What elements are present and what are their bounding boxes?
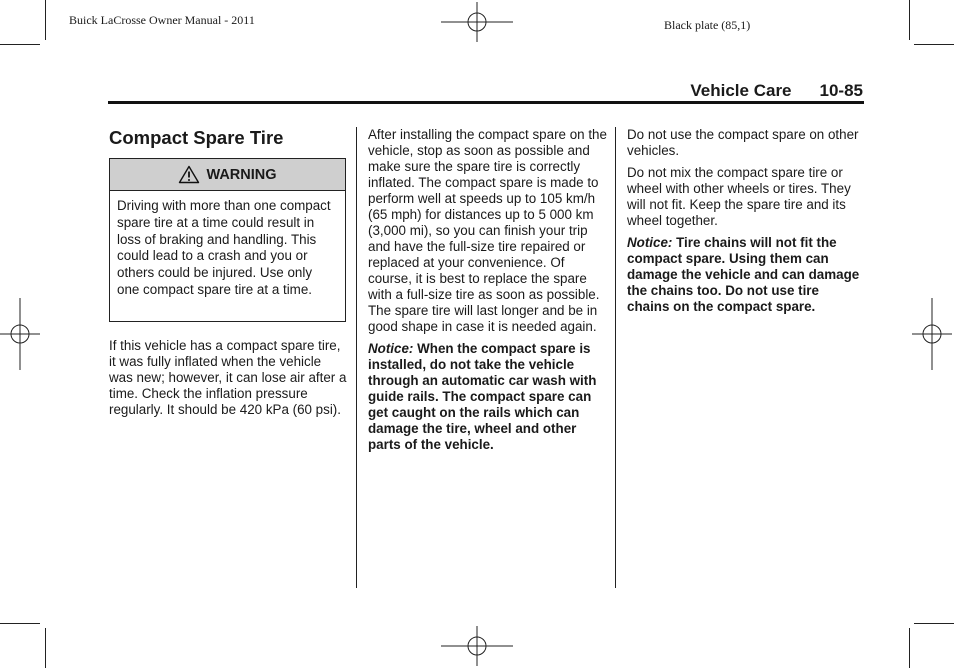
crop-mark-top-left-v [45, 0, 46, 40]
registration-target-top-icon [441, 2, 513, 42]
page-number: 10-85 [819, 81, 863, 100]
manual-title-meta: Buick LaCrosse Owner Manual - 2011 [69, 13, 255, 27]
registration-target-right-icon [912, 298, 952, 370]
running-header [690, 81, 863, 101]
crop-mark-top-right-v [909, 0, 910, 40]
notice-label: Notice: [368, 341, 414, 356]
crop-mark-bottom-left-h [0, 623, 40, 624]
column-1 [109, 338, 347, 424]
notice-tire-chains [627, 235, 863, 315]
section-name: Vehicle Care [690, 81, 792, 100]
section-title: Compact Spare Tire [109, 127, 284, 148]
warning-triangle-icon [178, 165, 200, 184]
column-divider-1 [356, 127, 357, 588]
warning-label: WARNING [206, 166, 277, 183]
paragraph-other-vehicles: Do not use the compact spare on other vehicles. [627, 127, 859, 158]
warning-text: Driving with more than one compact spare tire at a time could result in loss of braking and handling. This could lead to a crash and you or others could be injured. Use only one compact spare tire at a time. [117, 198, 331, 297]
crop-mark-bottom-right-h [914, 623, 954, 624]
column-2 [368, 127, 608, 459]
notice-text: When the compact spare is installed, do not take the vehicle through an automatic car wash with guide rails. The compact spare can get caught on the rails which can damage the tire, wheel and other parts of the vehicle. [368, 341, 597, 452]
registration-target-left-icon [0, 298, 40, 370]
crop-mark-bottom-left-v [45, 628, 46, 668]
column-divider-2 [615, 127, 616, 588]
registration-target-bottom-icon [441, 626, 513, 666]
plate-meta: Black plate (85,1) [664, 18, 751, 32]
crop-mark-bottom-right-v [909, 628, 910, 668]
notice-car-wash [368, 341, 608, 453]
paragraph-do-not-mix: Do not mix the compact spare tire or wheel with other wheels or tires. They will not fit. Keep the spare tire and its wheel together. [627, 165, 851, 228]
warning-header [110, 159, 345, 191]
notice-label: Notice: [627, 235, 673, 250]
paragraph-after-installing: After installing the compact spare on the vehicle, stop as soon as possible and make sure the spare tire is correctly inflated. The compact spare is made to perform well at speeds up to 105 km/h (65 mph) for distances up to 5 000 km (3,000 mi), so you can finish your trip and have the full-size tire repaired or replaced at your convenience. Of course, it is best to replace the spare with a full-size tire as soon as possible. The spare tire will last longer and be in good shape in case it is needed again. [368, 127, 607, 334]
column-3 [627, 127, 863, 321]
paragraph-inflation: If this vehicle has a compact spare tire, it was fully inflated when the vehicle was new; however, it can lose air after a time. Check the inflation pressure regularly. It should be 420 kPa (60 psi). [109, 338, 347, 417]
header-rule [108, 101, 864, 104]
crop-mark-top-right-h [914, 44, 954, 45]
notice-text: Tire chains will not fit the compact spare. Using them can damage the vehicle and can damage the chains too. Do not use tire chains on the compact spare. [627, 235, 860, 314]
warning-box [109, 158, 346, 322]
crop-mark-top-left-h [0, 44, 40, 45]
